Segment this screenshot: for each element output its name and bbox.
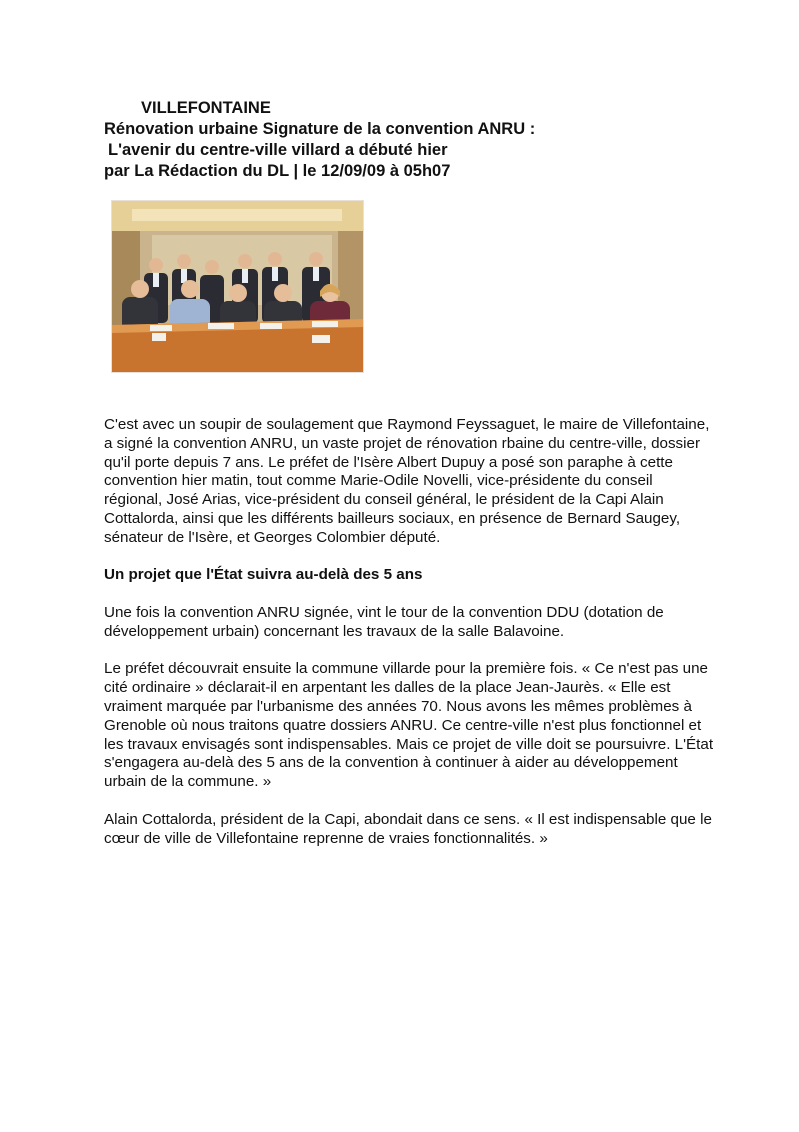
article-title-line-1: Rénovation urbaine Signature de la convention ANRU : (104, 120, 536, 138)
article-paragraph-4: Alain Cottalorda, président de la Capi, abondait dans ce sens. « Il est indispensable que le cœur de ville de Villefontaine reprenne de vraies fonctionnalités. » (104, 810, 712, 847)
article-title-line-2: L'avenir du centre-ville villard a débuté hier (108, 141, 448, 159)
article-subheading: Un projet que l'État suivra au-delà des 5 ans (104, 566, 423, 584)
article-header (104, 98, 744, 182)
article-body (104, 416, 714, 867)
article-paragraph-3: Le préfet découvrait ensuite la commune villarde pour la première fois. « Ce n'est pas une cité ordinaire » déclarait-il en arpentant les dalles de la place Jean-Jaurès. « Elle est vraiment marquée par l'urbanisme des années 70. Nous avons les mêmes problèmes à Grenoble où nous traitons quatre dossiers ANRU. Ce centre-ville n'est plus fonctionnel et les travaux envisagés sont indispensables. Mais ce projet de ville doit se poursuivre. L'État s'engagera au-delà des 5 ans de la convention à continuer à aider au développement urbain de la commune. » (104, 660, 714, 791)
article-paragraph-2: Une fois la convention ANRU signée, vint le tour de la convention DDU (dotation de développement urbain) concernant les travaux de la salle Balavoine. (104, 603, 664, 640)
article-paragraph-1: C'est avec un soupir de soulagement que Raymond Feyssaguet, le maire de Villefontaine, a signé la convention ANRU, un vaste projet de rénovation rbaine du centre-ville, dossier qu'il porte depuis 7 ans. Le préfet de l'Isère Albert Dupuy a posé son paraphe à cette convention hier matin, tout comme Marie-Odile Novelli, vice-présidente du conseil régional, José Arias, vice-président du conseil général, le président de la Capi Alain Cottalorda, ainsi que les différents bailleurs sociaux, en présence de Bernard Saugey, sénateur de l'Isère, et Georges Colombier député. (104, 416, 710, 546)
signing-ceremony-photo (111, 200, 364, 373)
kicker-title: VILLEFONTAINE (141, 99, 271, 117)
article-byline: par La Rédaction du DL | le 12/09/09 à 05h07 (104, 162, 451, 180)
